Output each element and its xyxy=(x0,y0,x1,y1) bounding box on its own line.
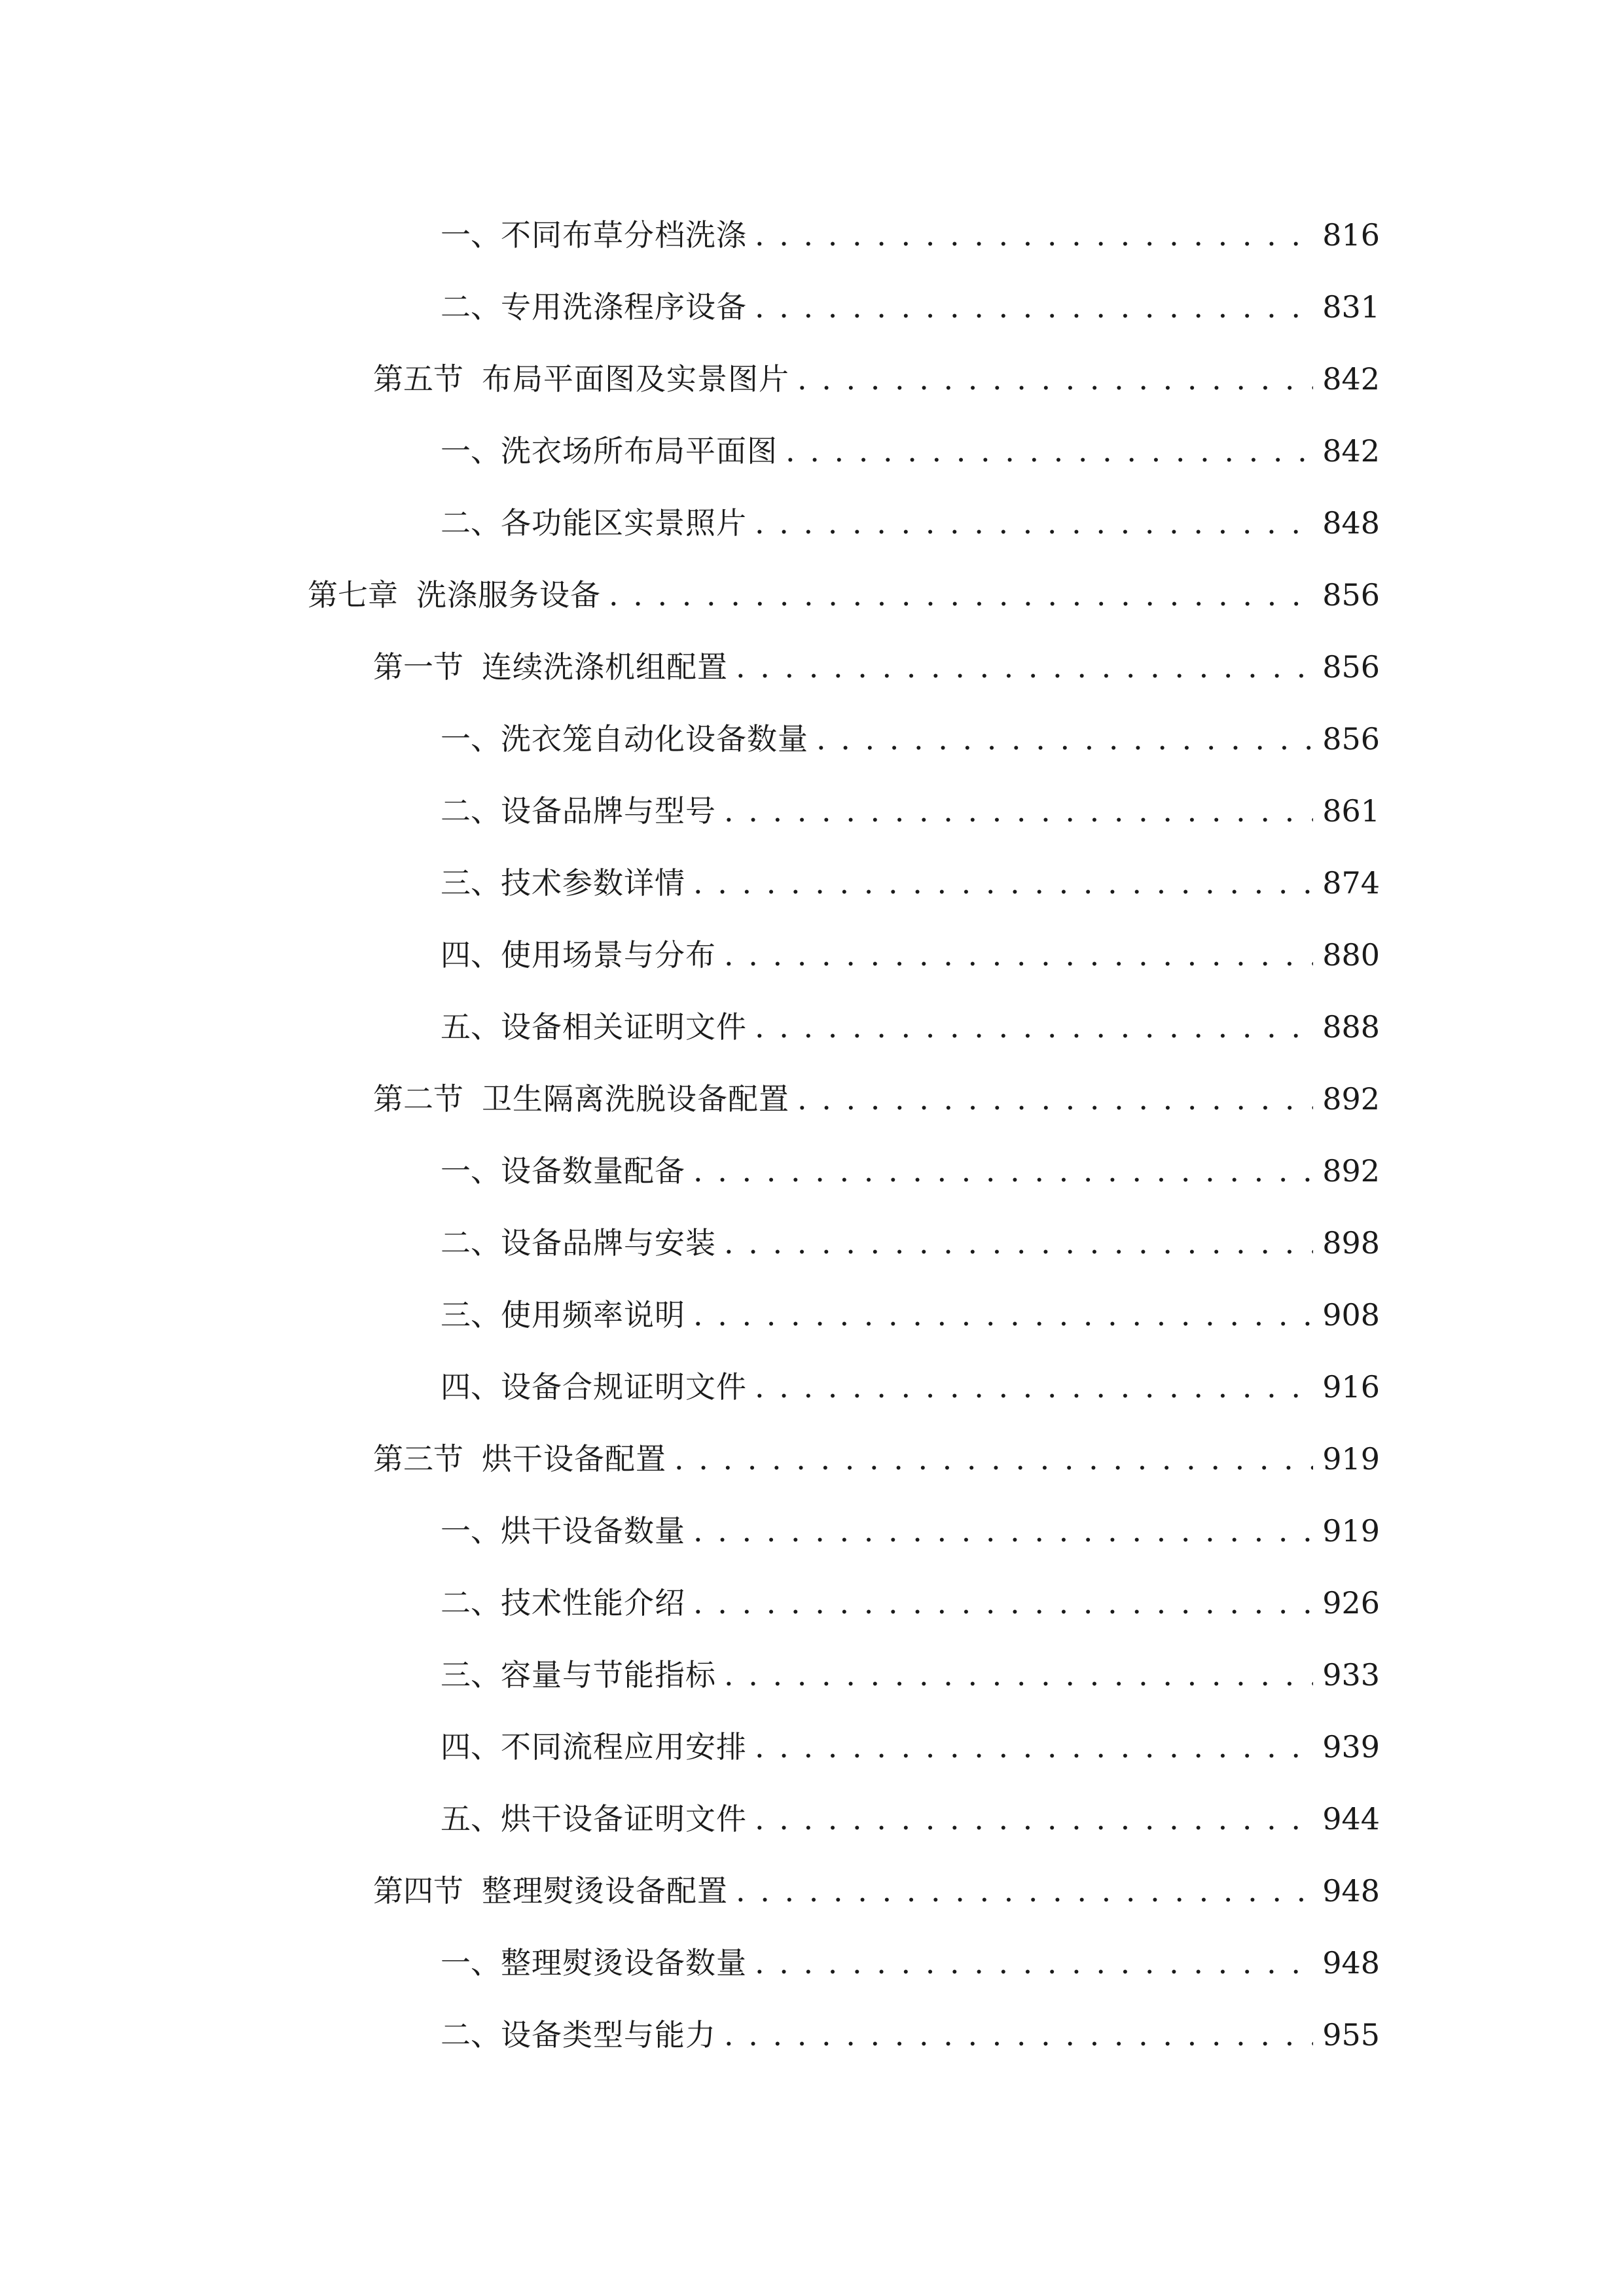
dot-leader xyxy=(724,919,1313,991)
toc-entry-page: 856 xyxy=(1322,649,1380,685)
toc-entry-title: 整理熨烫设备配置 xyxy=(482,1873,728,1909)
toc-entry xyxy=(0,991,1624,1063)
dot-leader xyxy=(736,1855,1313,1927)
dot-leader xyxy=(724,1639,1313,1711)
toc-entry-title: 连续洗涤机组配置 xyxy=(482,649,728,685)
toc-entry-number: 一、 xyxy=(441,217,501,253)
toc-entry-title: 烘干设备数量 xyxy=(501,1513,685,1549)
toc-entry xyxy=(0,1063,1624,1135)
toc-entry-number: 三、 xyxy=(441,865,501,901)
toc-entry xyxy=(0,559,1624,631)
toc-entry xyxy=(0,1855,1624,1927)
dot-leader xyxy=(755,1783,1313,1855)
toc-entry-number: 四、 xyxy=(441,1729,501,1765)
dot-leader xyxy=(755,271,1313,343)
toc-entry-page: 948 xyxy=(1322,1873,1380,1909)
toc-entry-page: 944 xyxy=(1322,1801,1380,1837)
toc-entry-number: 一、 xyxy=(441,721,501,757)
toc-entry-number: 一、 xyxy=(441,1945,501,1981)
toc-entry xyxy=(0,1783,1624,1855)
dot-leader xyxy=(724,1999,1313,2071)
toc-entry-page: 955 xyxy=(1322,2017,1380,2053)
dot-leader xyxy=(755,199,1313,271)
dot-leader xyxy=(724,1207,1313,1279)
toc-entry-title: 各功能区实景照片 xyxy=(501,505,747,541)
toc-entry-number: 一、 xyxy=(441,433,501,469)
toc-entry xyxy=(0,199,1624,271)
toc-entry xyxy=(0,1423,1624,1495)
toc-entry-page: 933 xyxy=(1322,1657,1380,1693)
toc-entry-page: 898 xyxy=(1322,1225,1380,1261)
toc-entry-page: 916 xyxy=(1322,1369,1380,1405)
toc-entry-page: 880 xyxy=(1322,937,1380,973)
dot-leader xyxy=(816,703,1313,775)
dot-leader xyxy=(785,415,1313,487)
toc-entry-number: 三、 xyxy=(441,1297,501,1333)
toc-entry-number: 五、 xyxy=(441,1009,501,1045)
toc-entry-page: 848 xyxy=(1322,505,1380,541)
dot-leader xyxy=(609,559,1313,631)
toc-entry-page: 842 xyxy=(1322,433,1380,469)
dot-leader xyxy=(693,1279,1313,1351)
toc-entry xyxy=(0,1207,1624,1279)
toc-entry-number: 二、 xyxy=(441,793,501,829)
toc-entry-title: 设备合规证明文件 xyxy=(501,1369,747,1405)
toc-entry xyxy=(0,415,1624,487)
toc-entry-page: 919 xyxy=(1322,1441,1380,1477)
dot-leader xyxy=(797,343,1313,415)
toc-entry-title: 整理熨烫设备数量 xyxy=(501,1945,747,1981)
dot-leader xyxy=(724,775,1313,847)
toc-entry-title: 技术性能介绍 xyxy=(501,1585,685,1621)
toc-entry-number: 四、 xyxy=(441,937,501,973)
toc-entry-title: 设备数量配备 xyxy=(501,1153,685,1189)
toc-entry-page: 842 xyxy=(1322,361,1380,397)
toc-entry xyxy=(0,343,1624,415)
toc-entry-number: 三、 xyxy=(441,1657,501,1693)
toc-entry-title: 设备相关证明文件 xyxy=(501,1009,747,1045)
toc-entry-page: 926 xyxy=(1322,1585,1380,1621)
toc-entry-title: 布局平面图及实景图片 xyxy=(482,361,789,397)
toc-entry-title: 烘干设备证明文件 xyxy=(501,1801,747,1837)
toc-entry xyxy=(0,1279,1624,1351)
toc-entry xyxy=(0,1927,1624,1999)
dot-leader xyxy=(736,631,1313,703)
toc-entry-number: 第一节 xyxy=(373,649,463,685)
toc-entry xyxy=(0,1351,1624,1423)
toc-entry-title: 设备品牌与型号 xyxy=(501,793,716,829)
toc-entry xyxy=(0,487,1624,559)
toc-entry xyxy=(0,703,1624,775)
toc-entry xyxy=(0,1495,1624,1567)
dot-leader xyxy=(755,1351,1313,1423)
toc-entry-number: 第三节 xyxy=(373,1441,463,1477)
toc-entry-title: 设备类型与能力 xyxy=(501,2017,716,2053)
dot-leader xyxy=(755,487,1313,559)
toc-entry-page: 892 xyxy=(1322,1153,1380,1189)
toc-entry-page: 919 xyxy=(1322,1513,1380,1549)
dot-leader xyxy=(674,1423,1313,1495)
toc-entry xyxy=(0,919,1624,991)
toc-entry-page: 939 xyxy=(1322,1729,1380,1765)
toc-entry-number: 第二节 xyxy=(373,1081,463,1117)
dot-leader xyxy=(797,1063,1313,1135)
toc-entry xyxy=(0,1135,1624,1207)
toc-entry-page: 892 xyxy=(1322,1081,1380,1117)
dot-leader xyxy=(693,1135,1313,1207)
toc-entry-title: 不同流程应用安排 xyxy=(501,1729,747,1765)
toc-entry-number: 四、 xyxy=(441,1369,501,1405)
toc-entry-title: 设备品牌与安装 xyxy=(501,1225,716,1261)
toc-entry-number: 第四节 xyxy=(373,1873,463,1909)
toc-entry-number: 第七章 xyxy=(308,577,398,613)
toc-entry-page: 831 xyxy=(1322,289,1380,325)
toc-entry-number: 五、 xyxy=(441,1801,501,1837)
toc-entry-page: 948 xyxy=(1322,1945,1380,1981)
dot-leader xyxy=(755,1927,1313,1999)
dot-leader xyxy=(693,847,1313,919)
toc-entry-number: 二、 xyxy=(441,1225,501,1261)
toc-entry-number: 一、 xyxy=(441,1153,501,1189)
toc-entry-number: 二、 xyxy=(441,1585,501,1621)
toc-entry-page: 874 xyxy=(1322,865,1380,901)
dot-leader xyxy=(693,1495,1313,1567)
toc-entry xyxy=(0,775,1624,847)
toc-entry xyxy=(0,1999,1624,2071)
toc-entry-page: 856 xyxy=(1322,721,1380,757)
toc-entry-title: 烘干设备配置 xyxy=(482,1441,666,1477)
toc-entry-title: 使用频率说明 xyxy=(501,1297,685,1333)
toc-entry-page: 816 xyxy=(1322,217,1380,253)
toc-entry-title: 容量与节能指标 xyxy=(501,1657,716,1693)
dot-leader xyxy=(755,1711,1313,1783)
toc-entry-number: 二、 xyxy=(441,505,501,541)
toc-entry-title: 专用洗涤程序设备 xyxy=(501,289,747,325)
toc-entry-number: 二、 xyxy=(441,289,501,325)
toc-entry xyxy=(0,271,1624,343)
toc-entry-number: 一、 xyxy=(441,1513,501,1549)
toc-entry-title: 使用场景与分布 xyxy=(501,937,716,973)
dot-leader xyxy=(755,991,1313,1063)
toc-entry-title: 不同布草分档洗涤 xyxy=(501,217,747,253)
toc-entry-page: 861 xyxy=(1322,793,1380,829)
toc-entry-title: 技术参数详情 xyxy=(501,865,685,901)
toc-entry-number: 二、 xyxy=(441,2017,501,2053)
toc-entry-number: 第五节 xyxy=(373,361,463,397)
toc-entry-title: 洗衣笼自动化设备数量 xyxy=(501,721,808,757)
toc-entry xyxy=(0,847,1624,919)
toc-entry xyxy=(0,1639,1624,1711)
toc-entry-title: 洗涤服务设备 xyxy=(416,577,601,613)
toc-entry-page: 856 xyxy=(1322,577,1380,613)
toc-entry-title: 卫生隔离洗脱设备配置 xyxy=(482,1081,789,1117)
dot-leader xyxy=(693,1567,1313,1639)
toc-entry-page: 888 xyxy=(1322,1009,1380,1045)
toc-entry xyxy=(0,1567,1624,1639)
toc-entry xyxy=(0,631,1624,703)
toc-entry-page: 908 xyxy=(1322,1297,1380,1333)
toc-entry xyxy=(0,1711,1624,1783)
toc-entry-title: 洗衣场所布局平面图 xyxy=(501,433,778,469)
